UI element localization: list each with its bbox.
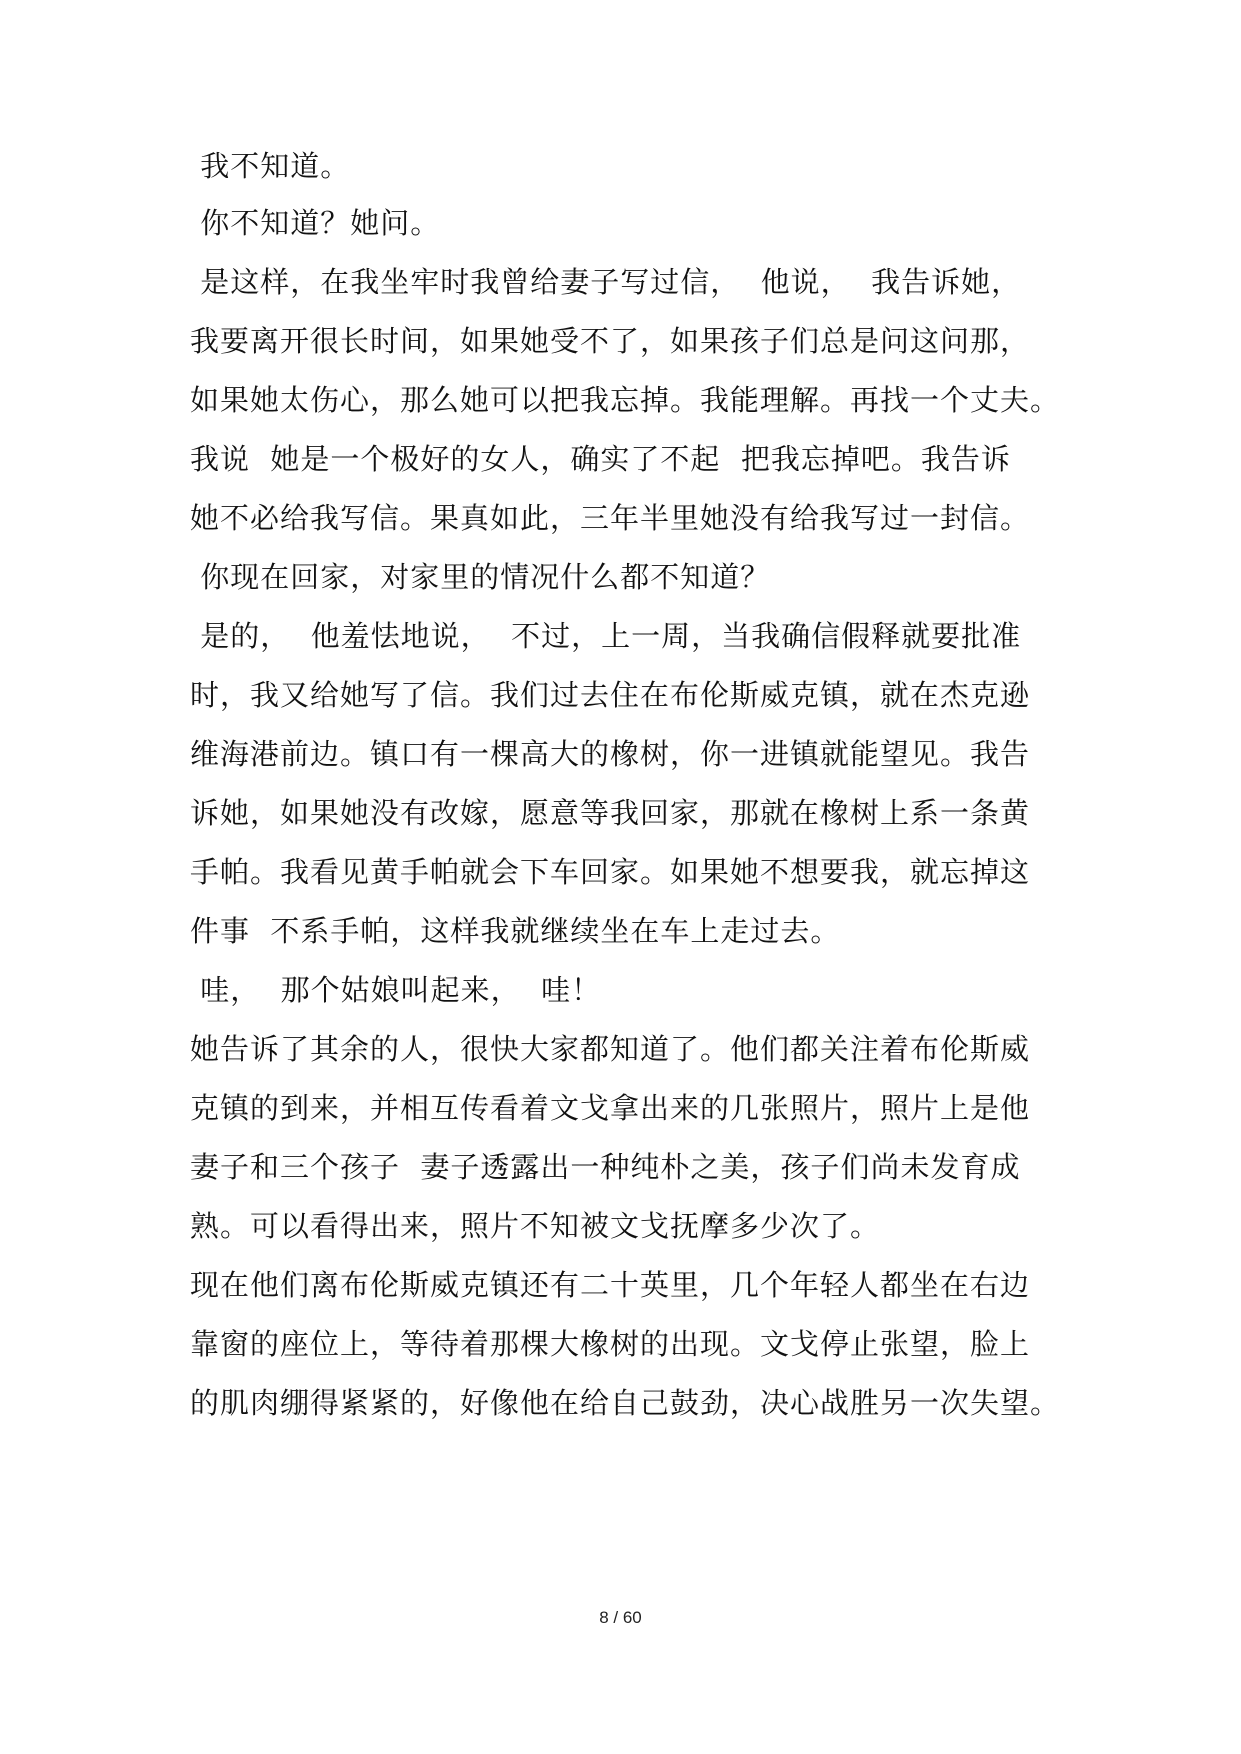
text-line: 是的， 他羞怯地说， 不过，上一周，当我确信假释就要批准 (190, 619, 1022, 653)
text-line: 现在他们离布伦斯威克镇还有二十英里，几个年轻人都坐在右边 (190, 1268, 1031, 1302)
text-line: 妻子和三个孩子 妻子透露出一种纯朴之美，孩子们尚未发育成 (190, 1150, 1021, 1184)
text-line: 她告诉了其余的人，很快大家都知道了。他们都关注着布伦斯威 (190, 1032, 1031, 1066)
text-line: 我要离开很长时间，如果她受不了，如果孩子们总是问这问那， (190, 324, 1031, 358)
text-line: 靠窗的座位上，等待着那棵大橡树的出现。文戈停止张望，脸上 (190, 1327, 1031, 1361)
text-line: 时，我又给她写了信。我们过去住在布伦斯威克镇，就在杰克逊 (190, 678, 1031, 712)
text-line: 哇， 那个姑娘叫起来， 哇！ (190, 973, 602, 1007)
text-line: 的肌肉绷得紧紧的，好像他在给自己鼓劲，决心战胜另一次失望。 (190, 1386, 1061, 1420)
text-line: 是这样，在我坐牢时我曾给妻子写过信， 他说， 我告诉她， (190, 265, 1022, 299)
text-line: 维海港前边。镇口有一棵高大的橡树，你一进镇就能望见。我告 (190, 737, 1031, 771)
text-line: 熟。可以看得出来，照片不知被文戈抚摩多少次了。 (190, 1209, 881, 1243)
text-line: 她不必给我写信。果真如此，三年半里她没有给我写过一封信。 (190, 501, 1031, 535)
text-line: 克镇的到来，并相互传看着文戈拿出来的几张照片，照片上是他 (190, 1091, 1031, 1125)
text-line: 我说 她是一个极好的女人，确实了不起 把我忘掉吧。我告诉 (190, 442, 1011, 476)
text-line: 件事 不系手帕，这样我就继续坐在车上走过去。 (190, 914, 841, 948)
text-line: 诉她，如果她没有改嫁，愿意等我回家，那就在橡树上系一条黄 (190, 796, 1031, 830)
page-number: 8 / 60 (599, 1608, 642, 1627)
text-line: 你现在回家，对家里的情况什么都不知道？ (190, 560, 771, 594)
text-line: 如果她太伤心，那么她可以把我忘掉。我能理解。再找一个丈夫。 (190, 383, 1061, 417)
text-line: 手帕。我看见黄手帕就会下车回家。如果她不想要我，就忘掉这 (190, 855, 1031, 889)
text-line: 我不知道。 (190, 149, 351, 183)
text-line: 你不知道？她问。 (190, 206, 441, 240)
